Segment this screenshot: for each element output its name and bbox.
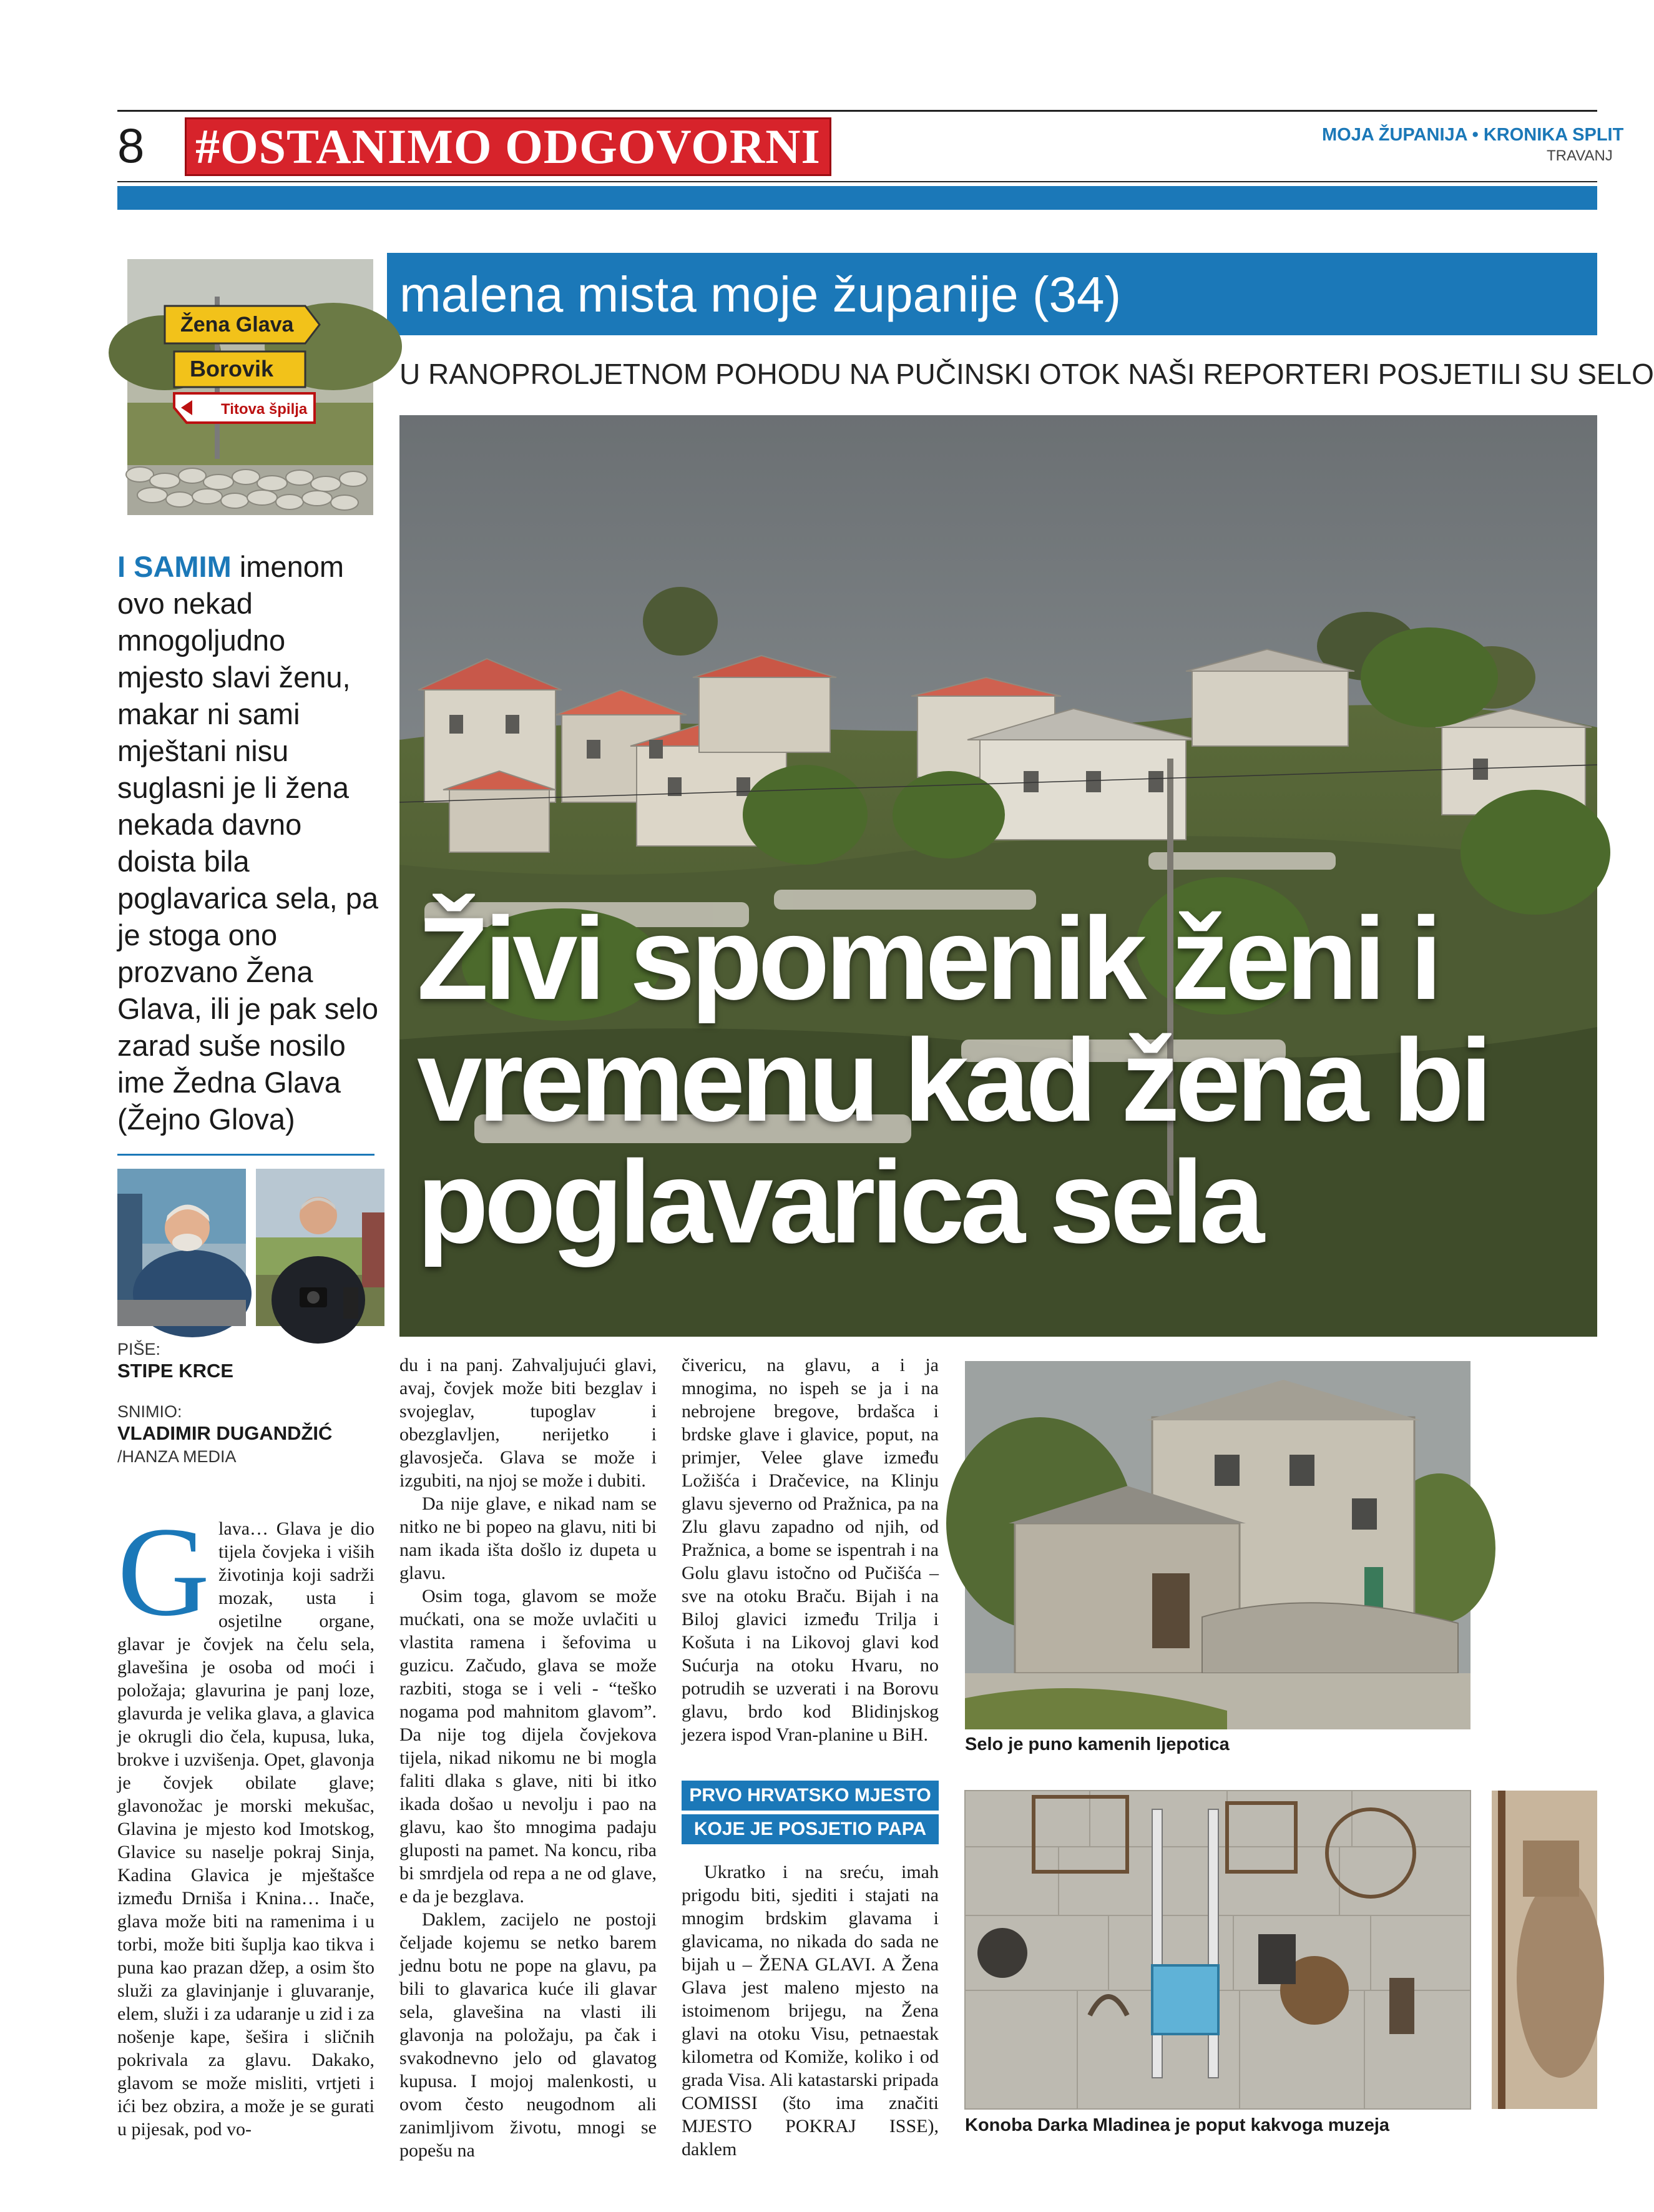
road-signs-thumbnail (127, 259, 373, 515)
series-title: malena mista moje županije (34) (399, 267, 1122, 322)
lede-paragraph (117, 548, 379, 1138)
article-paragraph: čivericu, na glavu, a i ja mnogima, no ispeh se ja i na nebrojene bregove, brdašca i brdske glave i glavice, poput, na primjer, Velee glave između Ložišća i Dračevice, na Klinju glavu sjeverno od Pražnica, pa na Zlu glavu zapadno od njih, od Pražnica, a bome se ispentrah i na Golu glavu istočno od Pučišća – sve na otoku Braču. Bijah i na Biloj glavici između Trilja i Košuta i na Likovoj glavi kod Sućurja na otoku Hvaru, no potrudih se uzveratі i na Borovu glavu, brdo kod Blidinjskog jezera ispod Vran-planine u BiH. (682, 1355, 939, 1745)
article-column-2 (399, 1354, 657, 2161)
photo-caption-1: Selo je puno kamenih ljepotica (965, 1734, 1230, 1754)
section-label: MOJA ŽUPANIJA • KRONIKA SPLIT (1322, 125, 1624, 145)
sign-zena-glava: Žena Glava (180, 313, 294, 337)
article-paragraph: Daklem, zacijelo ne postoji čeljade kojemu se netko barem jednu botu ne pope na glavu, pa bili to glavarica kuće ili glavar sela, glavešina na vlasti ili glavonja na položaju, pa čak i svakodnevno jelo od glavatog kupusa. I mojoj malenkosti, u ovom često neugodnom ali zanimljivom životu, mnogi se popešu na (399, 1909, 657, 2161)
lede-divider (117, 1154, 374, 1156)
photo-partial-edge (1492, 1791, 1597, 2109)
subheading-line-2: KOJE JE POSJETIO PAPA (682, 1814, 939, 1844)
slogan-banner: #OSTANIMO ODGOVORNI (185, 117, 831, 176)
photo-konoba-museum (965, 1791, 1470, 2109)
article-paragraph: Da nije glave, e nikad nam se nitko ne bi popeo na glavu, niti bi nam ikada išta došlo iz dupeta u glavu. (399, 1493, 657, 1583)
lede-lead-in: I SAMIM (117, 550, 232, 583)
author-portrait (117, 1169, 246, 1326)
sign-titova-spilja: Titova špilja (221, 401, 308, 418)
sign-borovik: Borovik (190, 356, 274, 381)
article-paragraph: du i na panj. Zahvaljujući glavi, avaj, čovjek može biti bezglav i svojeglav, tupoglav i obezglavljen, nerijetko i glavosječa. Glava se može i izgubiti, na njoj se može i dubiti. (399, 1355, 657, 1491)
header-bottom-rule (117, 181, 1597, 182)
headline: Živi spomenik ženi i vremenu kad žena bi poglavarica sela (417, 893, 1489, 1267)
author-name: STIPE KRCE (117, 1360, 234, 1382)
drop-cap: G (117, 1501, 210, 1643)
article-paragraph: lava… Glava je dio tijela čovjeka i viših životinja koji sadrži mozak, usta i osjetilne organe, glavar je čovjek na čelu sela, glavešina je osoba od moći i položaja; glavurina je panj loze, glavurda je velika glava, a glavica je okrugli dio čela, kupusa, luka, brokve i uzvišenja. Opet, glavonja je čovjek obilate glave; glavonožac je morski mekušac, Glavina je mjesto kod Imotskog, Glavice su naselje pokraj Sinja, Kadina Glavica je mještašce između Drniša i Knina… Inače, glava može biti na ramenima i u torbi, može biti šuplja kao tikva i puna kao prazan džep, a osim što služi za glavinjanje i gluvaranje, elem, služi i za udaranje u zid i za nošenje kape, šešira i sličnih pokrivala za glavu. Dakako, glavom se može misliti, vrtjeti i ići bez obzira, a može je se gurati u pijesak, pod vo- (117, 1518, 374, 2140)
photo-stone-house (965, 1361, 1470, 1729)
header-top-rule (117, 110, 1597, 112)
photo-caption-2: Konoba Darka Mladinea je poput kakvoga muzeja (965, 2115, 1390, 2135)
article-paragraph: Osim toga, glavom se može mućkati, ona se može uvlačiti u vlastita ramena i šefovima u guzicu. Začudo, glava se može razbiti, stoga se i veli - “teško nogama pod mahnitom glavom”. Da nije tog dijela čovjekova tijela, nikad nikomu ne bi mogla faliti dlaka s glave, niti bi itko ikada došao u nevolju i pao na glavu, kao što mnogima padaju gluposti na pamet. Na koncu, riba bi smrdjela od repa a ne od glave, e da je bezglava. (399, 1586, 657, 1907)
subheading-line-1: PRVO HRVATSKO MJESTO (682, 1781, 939, 1811)
photographer-label: SNIMIO: (117, 1402, 182, 1421)
author-label: PIŠE: (117, 1340, 161, 1359)
photographer-name: VLADIMIR DUGANDŽIĆ (117, 1422, 333, 1444)
page-number: 8 (117, 118, 145, 173)
header-blue-bar (117, 186, 1597, 210)
photo-agency: /HANZA MEDIA (117, 1447, 237, 1466)
article-column-1 (117, 1501, 374, 2148)
article-kicker: U RANOPROLJETNOM POHODU NA PUČINSKI OTOK NAŠI REPORTERI POSJETILI SU SELO (399, 358, 1654, 390)
article-column-3-bottom (682, 1861, 939, 2160)
lede-text: imenom ovo nekad mnogoljudno mjesto slavi ženu, makar ni sami mještani nisu suglasni je li žena nekada davno doista bila poglavarica sela, pa je stoga ono prozvano Žena Glava, ili je pak selo zarad suše nosilo ime Žedna Glava (Žejno Glova) (117, 550, 379, 1136)
article-column-3-top (682, 1354, 939, 1778)
issue-date: TRAVANJ (1547, 147, 1613, 164)
article-paragraph: Ukratko i na sreću, imah prigodu biti, sjediti i stajati na mnogim brdskim glavama i glavicama, no nikada do sada ne bijah u – ŽENA GLAVI. A Žena Glava jest maleno mjesto na istoimenom brijegu, na Žena glavi na otoku Visu, petnaestak kilometra od Komiže, koliko i od grada Visa. Ali katastarski pripada COMISSI (što ima značiti MJESTO POKRAJ ISSE), daklem (682, 1862, 939, 2160)
photographer-portrait (256, 1169, 384, 1326)
